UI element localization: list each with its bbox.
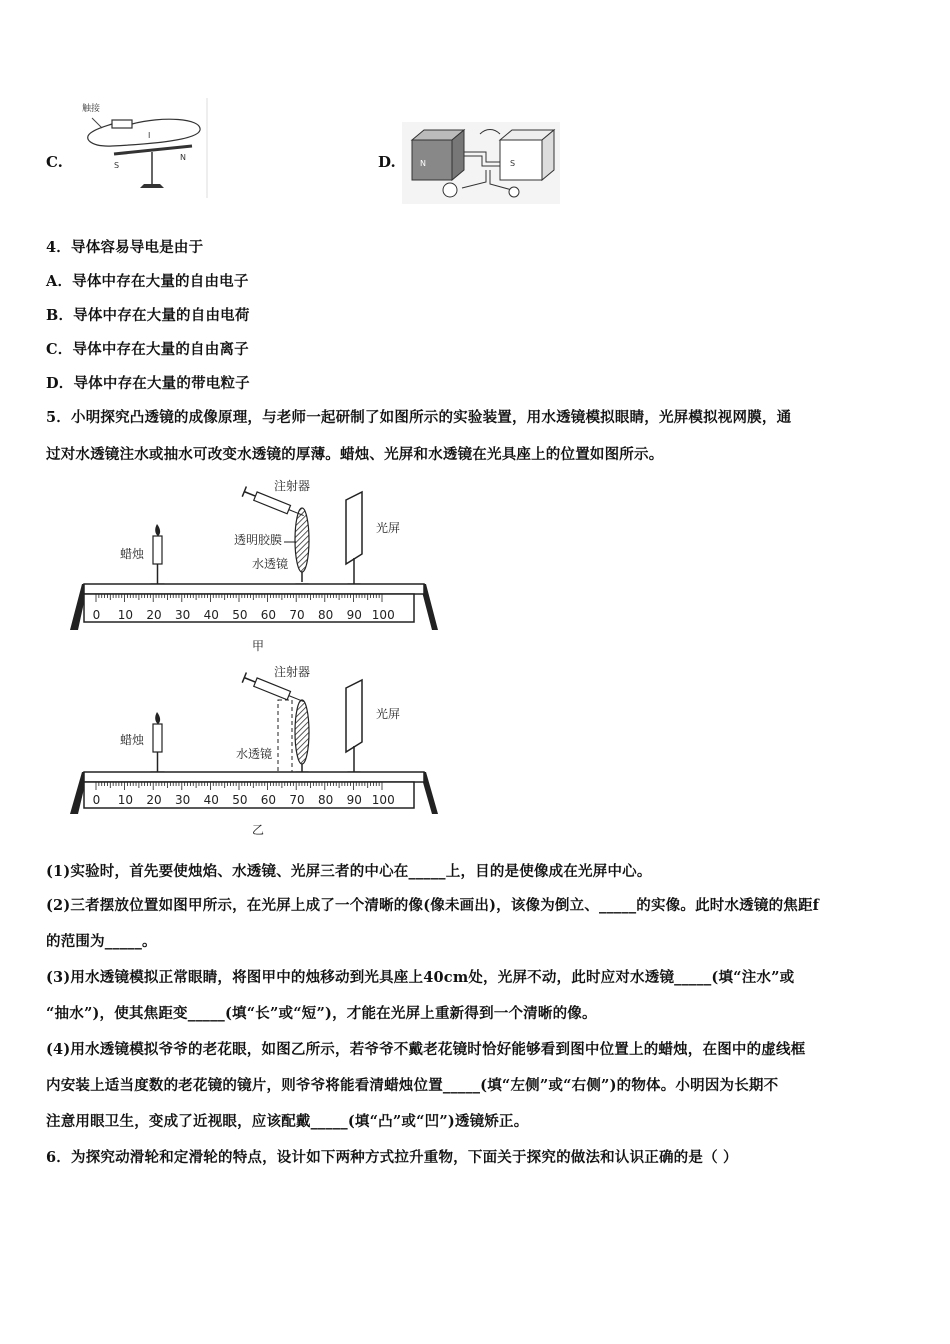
q4-stem: 4．导体容易导电是由于 [46,239,204,256]
q5-sub4-line1: (4)用水透镜模拟爷爷的老花眼，如图乙所示，若爷爷不戴老花镜时恰好能够看到图中位置上的蜡烛，在图中的虚线框 [46,1041,806,1058]
q5-sub2-line1: (2)三者摆放位置如图甲所示，在光屏上成了一个清晰的像(像未画出)，该像为倒立、_____的实像。此时水透镜的焦距f [46,897,820,914]
yi-tick-label: 10 [117,793,134,807]
fig-c-current: I [148,131,151,140]
jia-tick-label: 10 [117,608,134,622]
yi-lens-label: 水透镜 [236,747,273,761]
yi-tick-label: 0 [92,793,101,807]
figure-option-d [402,122,560,204]
jia-tick-label: 0 [92,608,101,622]
jia-tick-label: 70 [289,608,305,622]
jia-screen-label: 光屏 [376,521,401,535]
figure-option-c [72,98,212,198]
q5-stem-line2: 过对水透镜注水或抽水可改变水透镜的厚薄。蜡烛、光屏和水透镜在光具座上的位置如图所示。 [46,446,664,463]
yi-tick-label: 80 [318,793,334,807]
yi-tick-label: 70 [289,793,305,807]
jia-tick-label: 80 [318,608,334,622]
option-d-letter: D. [378,153,396,171]
q4-option-a: A．导体中存在大量的自由电子 [46,273,249,290]
figure-yi [66,658,444,840]
q5-sub3-line2: “抽水”)，使其焦距变_____(填“长”或“短”)，才能在光屏上重新得到一个清晰的像。 [46,1005,597,1022]
q5-sub4-line2: 内安装上适当度数的老花镜的镜片，则爷爷将能看清蜡烛位置_____(填“左侧”或“右侧”)的物体。小明因为长期不 [46,1077,779,1094]
q5-stem-line1: 5．小明探究凸透镜的成像原理，与老师一起研制了如图所示的实验装置，用水透镜模拟眼睛，光屏模拟视网膜，通 [46,409,792,426]
jia-caption: 甲 [252,639,265,653]
yi-tick-label: 40 [203,793,219,807]
fig-d-n: N [420,159,426,168]
jia-tick-label: 30 [175,608,191,622]
jia-tick-label: 20 [146,608,162,622]
q4-option-c: C．导体中存在大量的自由离子 [46,341,249,358]
jia-tick-label: 90 [346,608,362,622]
jia-lens-label: 水透镜 [252,557,289,571]
yi-syringe-label: 注射器 [274,665,311,679]
jia-tick-label: 40 [203,608,219,622]
yi-tick-label: 20 [146,793,162,807]
fig-c-label: 触接 [82,104,101,114]
figure-jia [66,472,444,657]
q6-stem: 6．为探究动滑轮和定滑轮的特点，设计如下两种方式拉升重物，下面关于探究的做法和认识正确的是（ ） [46,1149,738,1166]
yi-tick-label: 50 [232,793,248,807]
jia-tick-label: 50 [232,608,248,622]
q5-sub4-line3: 注意用眼卫生，变成了近视眼，应该配戴_____(填“凸”或“凹”)透镜矫正。 [46,1113,529,1130]
yi-candle-label: 蜡烛 [120,733,145,747]
yi-caption: 乙 [252,823,265,837]
q5-sub2-line2: 的范围为_____。 [46,933,157,950]
q4-option-b: B．导体中存在大量的自由电荷 [46,307,250,324]
fig-d-s: S [510,159,516,168]
yi-tick-label: 60 [260,793,277,807]
yi-tick-label: 30 [175,793,191,807]
q5-sub3-line1: (3)用水透镜模拟正常眼睛，将图甲中的烛移动到光具座上40cm处，光屏不动，此时应对水透镜_____(填“注水”或 [46,969,795,986]
jia-film-label: 透明胶膜 [234,533,283,547]
q4-option-d: D．导体中存在大量的带电粒子 [46,375,250,392]
yi-tick-label: 100 [371,793,395,807]
jia-candle-label: 蜡烛 [120,547,145,561]
q5-sub1: (1)实验时，首先要使烛焰、水透镜、光屏三者的中心在_____上，目的是使像成在光屏中心。 [46,863,652,880]
yi-tick-label: 90 [346,793,362,807]
option-c-letter: C. [46,153,63,171]
fig-c-n: N [180,153,186,162]
jia-tick-label: 60 [260,608,277,622]
jia-tick-label: 100 [371,608,395,622]
yi-screen-label: 光屏 [376,707,401,721]
fig-c-s: S [114,161,120,170]
jia-syringe-label: 注射器 [274,479,311,493]
